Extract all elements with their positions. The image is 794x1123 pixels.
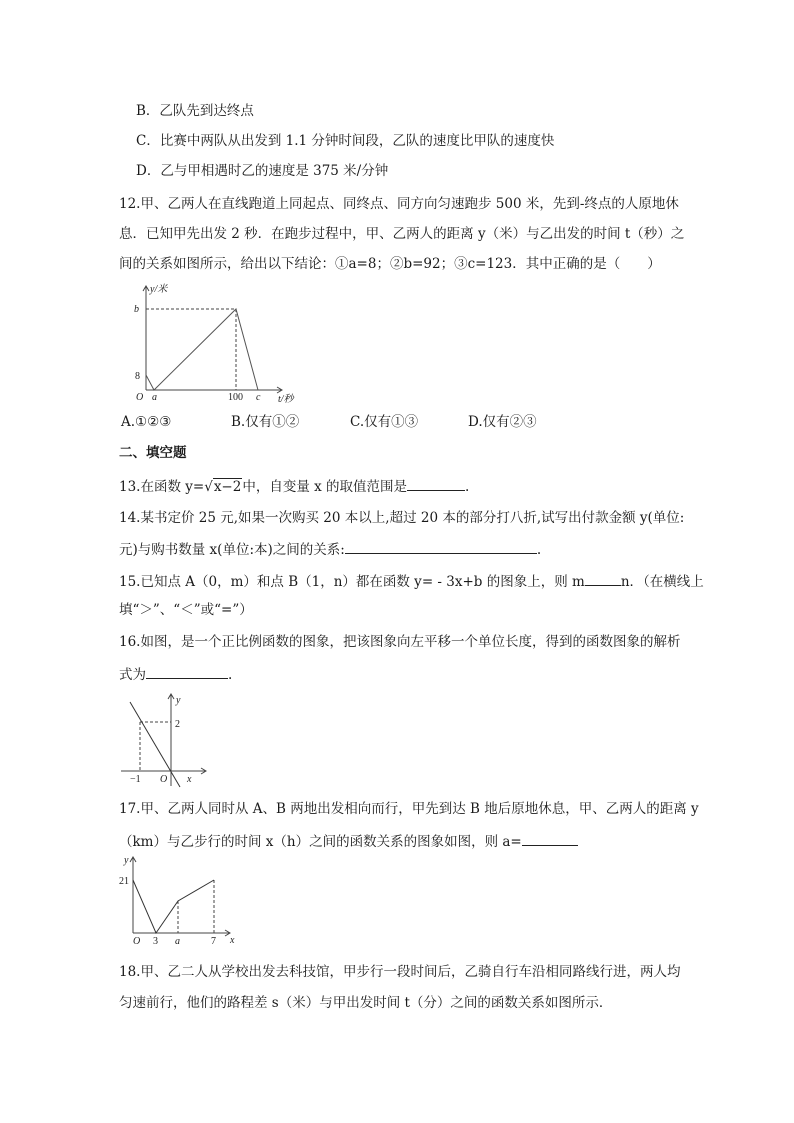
q17-21-label: 21 bbox=[119, 876, 129, 887]
q12-distance-line bbox=[146, 309, 258, 390]
q18-text-line1: 18.甲、乙二人从学校出发去科技馆，甲步行一段时间后，乙骑自行车沿相同路线行进，两人均 bbox=[119, 964, 681, 980]
q16-y-label: y bbox=[176, 695, 181, 706]
q16-x-label: x bbox=[187, 774, 192, 785]
q16-end: . bbox=[228, 667, 233, 683]
q12-y-axis-label: y/米 bbox=[150, 284, 168, 295]
q16-graph bbox=[118, 690, 213, 790]
q12-option-a: A.①②③ bbox=[121, 414, 172, 430]
q18-text-line2: 匀速前行，他们的路程差 s（米）与甲出发时间 t（分）之间的函数关系如图所示． bbox=[119, 995, 613, 1011]
q15-text-line2: 填“＞”、“＜”或“=”） bbox=[119, 602, 253, 618]
q17-distance-line bbox=[133, 880, 214, 933]
q12-t-axis-label: t/秒 bbox=[278, 394, 294, 405]
q14-end: . bbox=[536, 542, 542, 558]
q15-line1a: 15.已知点 A（0，m）和点 B（1，n）都在函数 y= - 3x+b 的图象上，则 m bbox=[119, 574, 585, 590]
q17-text-line2 bbox=[119, 831, 578, 851]
q17-origin-label: O bbox=[133, 936, 141, 947]
q12-text-line1: 12.甲、乙两人在直线跑道上同起点、同终点、同方向匀速跑步 500 米，先到-终点的人原地休 bbox=[119, 196, 679, 212]
q11-option-b: B．乙队先到达终点 bbox=[136, 103, 254, 119]
q17-x-label: x bbox=[230, 935, 235, 946]
q17-3-label: 3 bbox=[153, 936, 158, 947]
q17-text-line1: 17.甲、乙两人同时从 A、B 两地出发相向而行，甲先到达 B 地后原地休息，甲、乙两人的距离 y bbox=[119, 801, 699, 817]
q16-minus1-label: −1 bbox=[130, 774, 141, 785]
q14-line2-text: 元)与购书数量 x(单位:本)之间的关系: bbox=[119, 542, 345, 558]
q13-sqrt: √x−2 bbox=[204, 479, 242, 495]
q16-text-line2 bbox=[119, 664, 232, 684]
q13-answer-blank[interactable] bbox=[407, 476, 465, 491]
q13-prefix: 13.在函数 y= bbox=[119, 479, 205, 495]
q17-y-label: y bbox=[124, 855, 129, 866]
q14-text-line2 bbox=[119, 539, 541, 559]
q14-text-line1: 14.某书定价 25 元,如果一次购买 20 本以上,超过 20 本的部分打八折,试写出付款金额 y(单位: bbox=[119, 510, 685, 526]
q16-text-line1: 16.如图，是一个正比例函数的图象，把该图象向左平移一个单位长度，得到的函数图象的解析 bbox=[119, 634, 681, 650]
q16-answer-blank[interactable] bbox=[146, 664, 228, 679]
q16-2-label: 2 bbox=[175, 719, 180, 730]
q11-option-c: C．比赛中两队从出发到 1.1 分钟时间段，乙队的速度比甲队的速度快 bbox=[136, 133, 555, 149]
q17-graph bbox=[118, 853, 243, 949]
q17-line2-text: （km）与乙步行的时间 x（h）之间的函数关系的图象如图，则 a= bbox=[119, 834, 522, 850]
q15-answer-blank[interactable] bbox=[585, 571, 621, 586]
q16-line2-text: 式为 bbox=[119, 667, 146, 683]
q12-c-label: c bbox=[256, 392, 261, 403]
q13-radicand: x−2 bbox=[213, 479, 242, 495]
q12-option-c: C.仅有①③ bbox=[350, 414, 419, 430]
q17-answer-blank[interactable] bbox=[522, 831, 578, 846]
q12-a-label: a bbox=[152, 392, 157, 403]
q13-text bbox=[119, 476, 469, 496]
q16-origin-label: O bbox=[160, 774, 168, 785]
q12-100-label: 100 bbox=[228, 392, 243, 403]
q11-option-d: D．乙与甲相遇时乙的速度是 375 米/分钟 bbox=[136, 163, 389, 179]
q12-option-d: D.仅有②③ bbox=[468, 414, 537, 430]
q15-line1b: n．（在横线上 bbox=[620, 574, 704, 590]
q12-graph bbox=[132, 280, 312, 408]
q13-suffix: 中，自变量 x 的取值范围是 bbox=[242, 479, 408, 495]
q15-text-line1 bbox=[119, 571, 704, 591]
q12-eight-label: 8 bbox=[135, 371, 140, 382]
q12-text-line3: 间的关系如图所示，给出以下结论：①a=8；②b=92；③c=123．其中正确的是（ ） bbox=[119, 256, 661, 272]
q17-a-label: a bbox=[175, 936, 180, 947]
q12-option-b: B.仅有①② bbox=[231, 414, 300, 430]
q12-origin-label: O bbox=[136, 392, 144, 403]
section-heading: 二、填空题 bbox=[119, 445, 187, 461]
q12-b-label: b bbox=[134, 304, 139, 315]
q13-end: . bbox=[465, 479, 470, 495]
q17-7-label: 7 bbox=[211, 936, 216, 947]
q14-answer-blank[interactable] bbox=[345, 539, 537, 554]
q12-text-line2: 息．已知甲先出发 2 秒．在跑步过程中，甲、乙两人的距离 y（米）与乙出发的时间 t（秒）之 bbox=[119, 226, 685, 242]
